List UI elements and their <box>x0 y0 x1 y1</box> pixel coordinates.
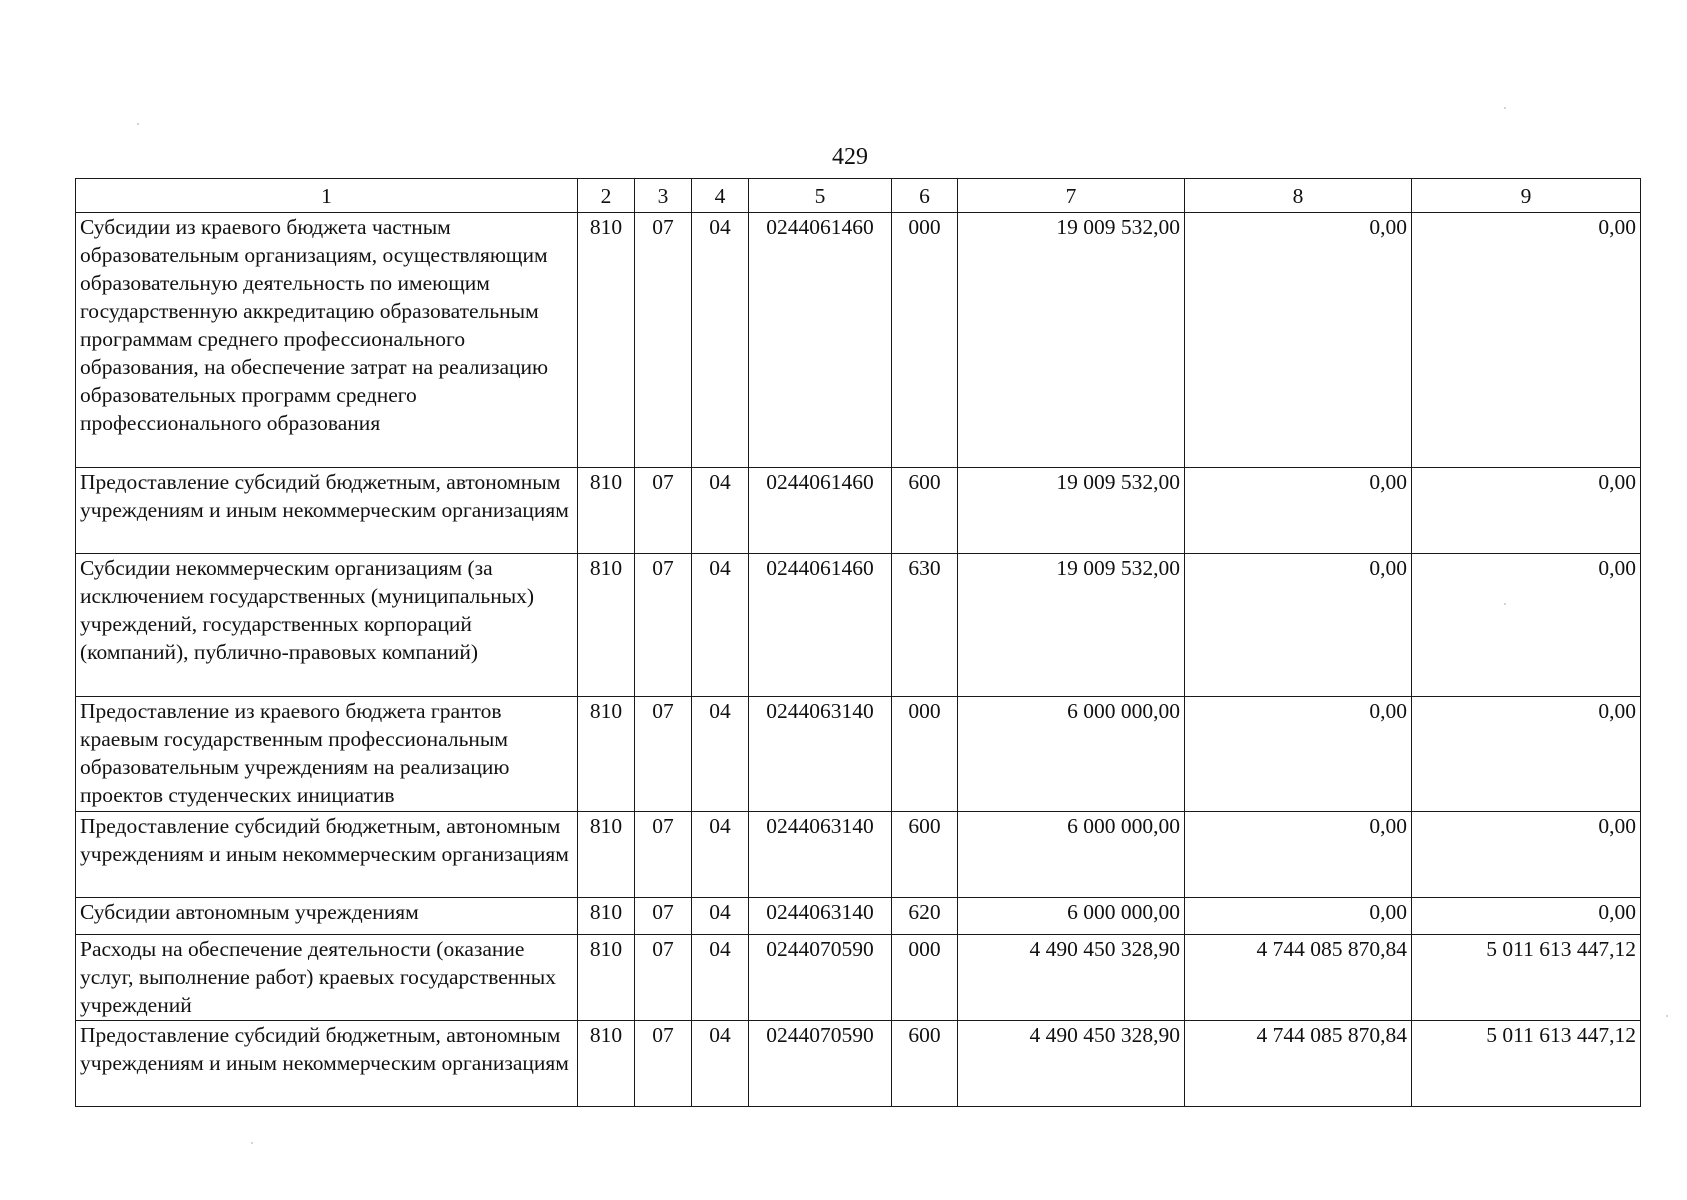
row-name: Предоставление из краевого бюджета грантов краевым государственным профессиональным образовательным учреждениям на реализацию проектов студенческих инициатив <box>76 697 578 812</box>
header-row <box>76 179 1641 213</box>
cell-amount-8: 0,00 <box>1185 697 1412 812</box>
cell-code-2: 810 <box>578 213 635 468</box>
cell-code-4: 04 <box>692 812 749 898</box>
row-name: Субсидии автономным учреждениям <box>76 898 578 935</box>
table-row <box>76 812 1641 898</box>
scan-speck <box>137 123 139 125</box>
cell-code-3: 07 <box>635 898 692 935</box>
cell-expense-type: 630 <box>892 554 958 697</box>
cell-amount-9: 0,00 <box>1412 554 1641 697</box>
scan-speck <box>251 1142 253 1144</box>
cell-code-4: 04 <box>692 935 749 1021</box>
cell-code-2: 810 <box>578 697 635 812</box>
cell-amount-8: 0,00 <box>1185 898 1412 935</box>
column-header: 2 <box>578 179 635 213</box>
cell-expense-type: 000 <box>892 697 958 812</box>
cell-expense-type: 620 <box>892 898 958 935</box>
cell-code-3: 07 <box>635 468 692 554</box>
cell-amount-7: 6 000 000,00 <box>958 812 1185 898</box>
cell-amount-8: 0,00 <box>1185 468 1412 554</box>
row-name: Расходы на обеспечение деятельности (оказание услуг, выполнение работ) краевых государственных учреждений <box>76 935 578 1021</box>
cell-amount-9: 5 011 613 447,12 <box>1412 935 1641 1021</box>
cell-code-2: 810 <box>578 554 635 697</box>
table-row <box>76 1021 1641 1107</box>
table-row <box>76 697 1641 812</box>
cell-amount-9: 5 011 613 447,12 <box>1412 1021 1641 1107</box>
cell-target-code: 0244070590 <box>749 935 892 1021</box>
cell-amount-8: 4 744 085 870,84 <box>1185 935 1412 1021</box>
cell-amount-7: 6 000 000,00 <box>958 898 1185 935</box>
cell-target-code: 0244061460 <box>749 468 892 554</box>
cell-code-3: 07 <box>635 935 692 1021</box>
cell-amount-7: 19 009 532,00 <box>958 554 1185 697</box>
cell-code-2: 810 <box>578 1021 635 1107</box>
cell-amount-7: 4 490 450 328,90 <box>958 935 1185 1021</box>
table-row <box>76 935 1641 1021</box>
cell-amount-9: 0,00 <box>1412 213 1641 468</box>
cell-amount-8: 0,00 <box>1185 812 1412 898</box>
cell-amount-9: 0,00 <box>1412 898 1641 935</box>
row-name: Субсидии из краевого бюджета частным образовательным организациям, осуществляющим образовательную деятельность по имеющим государственную аккредитацию образовательным программам среднего профессионального образования, на обеспечение затрат на реализацию образовательных программ среднего профессионального образования <box>76 213 578 468</box>
cell-amount-8: 0,00 <box>1185 554 1412 697</box>
cell-code-3: 07 <box>635 213 692 468</box>
cell-code-2: 810 <box>578 935 635 1021</box>
cell-code-4: 04 <box>692 697 749 812</box>
cell-code-4: 04 <box>692 898 749 935</box>
column-header: 6 <box>892 179 958 213</box>
cell-target-code: 0244070590 <box>749 1021 892 1107</box>
table-row <box>76 213 1641 468</box>
scan-speck <box>1504 107 1506 109</box>
row-name: Предоставление субсидий бюджетным, автономным учреждениям и иным некоммерческим организациям <box>76 812 578 898</box>
cell-code-3: 07 <box>635 812 692 898</box>
row-name: Субсидии некоммерческим организациям (за исключением государственных (муниципальных) учреждений, государственных корпораций (компаний), публично-правовых компаний) <box>76 554 578 697</box>
cell-code-4: 04 <box>692 554 749 697</box>
cell-code-2: 810 <box>578 812 635 898</box>
cell-target-code: 0244063140 <box>749 697 892 812</box>
table-row <box>76 898 1641 935</box>
cell-code-4: 04 <box>692 1021 749 1107</box>
cell-target-code: 0244063140 <box>749 898 892 935</box>
cell-amount-7: 19 009 532,00 <box>958 213 1185 468</box>
table-body <box>76 213 1641 1107</box>
page-number: 429 <box>832 144 868 170</box>
cell-amount-7: 4 490 450 328,90 <box>958 1021 1185 1107</box>
cell-code-4: 04 <box>692 213 749 468</box>
scan-speck <box>1504 603 1506 605</box>
row-name: Предоставление субсидий бюджетным, автономным учреждениям и иным некоммерческим организациям <box>76 468 578 554</box>
budget-table <box>75 178 1641 1107</box>
cell-amount-9: 0,00 <box>1412 812 1641 898</box>
cell-expense-type: 600 <box>892 468 958 554</box>
column-header: 7 <box>958 179 1185 213</box>
cell-target-code: 0244061460 <box>749 213 892 468</box>
cell-target-code: 0244061460 <box>749 554 892 697</box>
column-header: 8 <box>1185 179 1412 213</box>
cell-expense-type: 600 <box>892 1021 958 1107</box>
cell-amount-7: 6 000 000,00 <box>958 697 1185 812</box>
cell-amount-9: 0,00 <box>1412 697 1641 812</box>
cell-amount-9: 0,00 <box>1412 468 1641 554</box>
table-row <box>76 468 1641 554</box>
cell-code-2: 810 <box>578 898 635 935</box>
column-header: 4 <box>692 179 749 213</box>
cell-expense-type: 000 <box>892 935 958 1021</box>
cell-code-2: 810 <box>578 468 635 554</box>
cell-code-3: 07 <box>635 697 692 812</box>
cell-amount-8: 0,00 <box>1185 213 1412 468</box>
cell-amount-7: 19 009 532,00 <box>958 468 1185 554</box>
table-row <box>76 554 1641 697</box>
scan-speck <box>1666 1015 1668 1017</box>
cell-target-code: 0244063140 <box>749 812 892 898</box>
cell-code-4: 04 <box>692 468 749 554</box>
cell-amount-8: 4 744 085 870,84 <box>1185 1021 1412 1107</box>
cell-code-3: 07 <box>635 1021 692 1107</box>
cell-expense-type: 600 <box>892 812 958 898</box>
column-header: 3 <box>635 179 692 213</box>
column-header: 5 <box>749 179 892 213</box>
cell-expense-type: 000 <box>892 213 958 468</box>
column-header: 1 <box>76 179 578 213</box>
cell-code-3: 07 <box>635 554 692 697</box>
column-header: 9 <box>1412 179 1641 213</box>
row-name: Предоставление субсидий бюджетным, автономным учреждениям и иным некоммерческим организациям <box>76 1021 578 1107</box>
